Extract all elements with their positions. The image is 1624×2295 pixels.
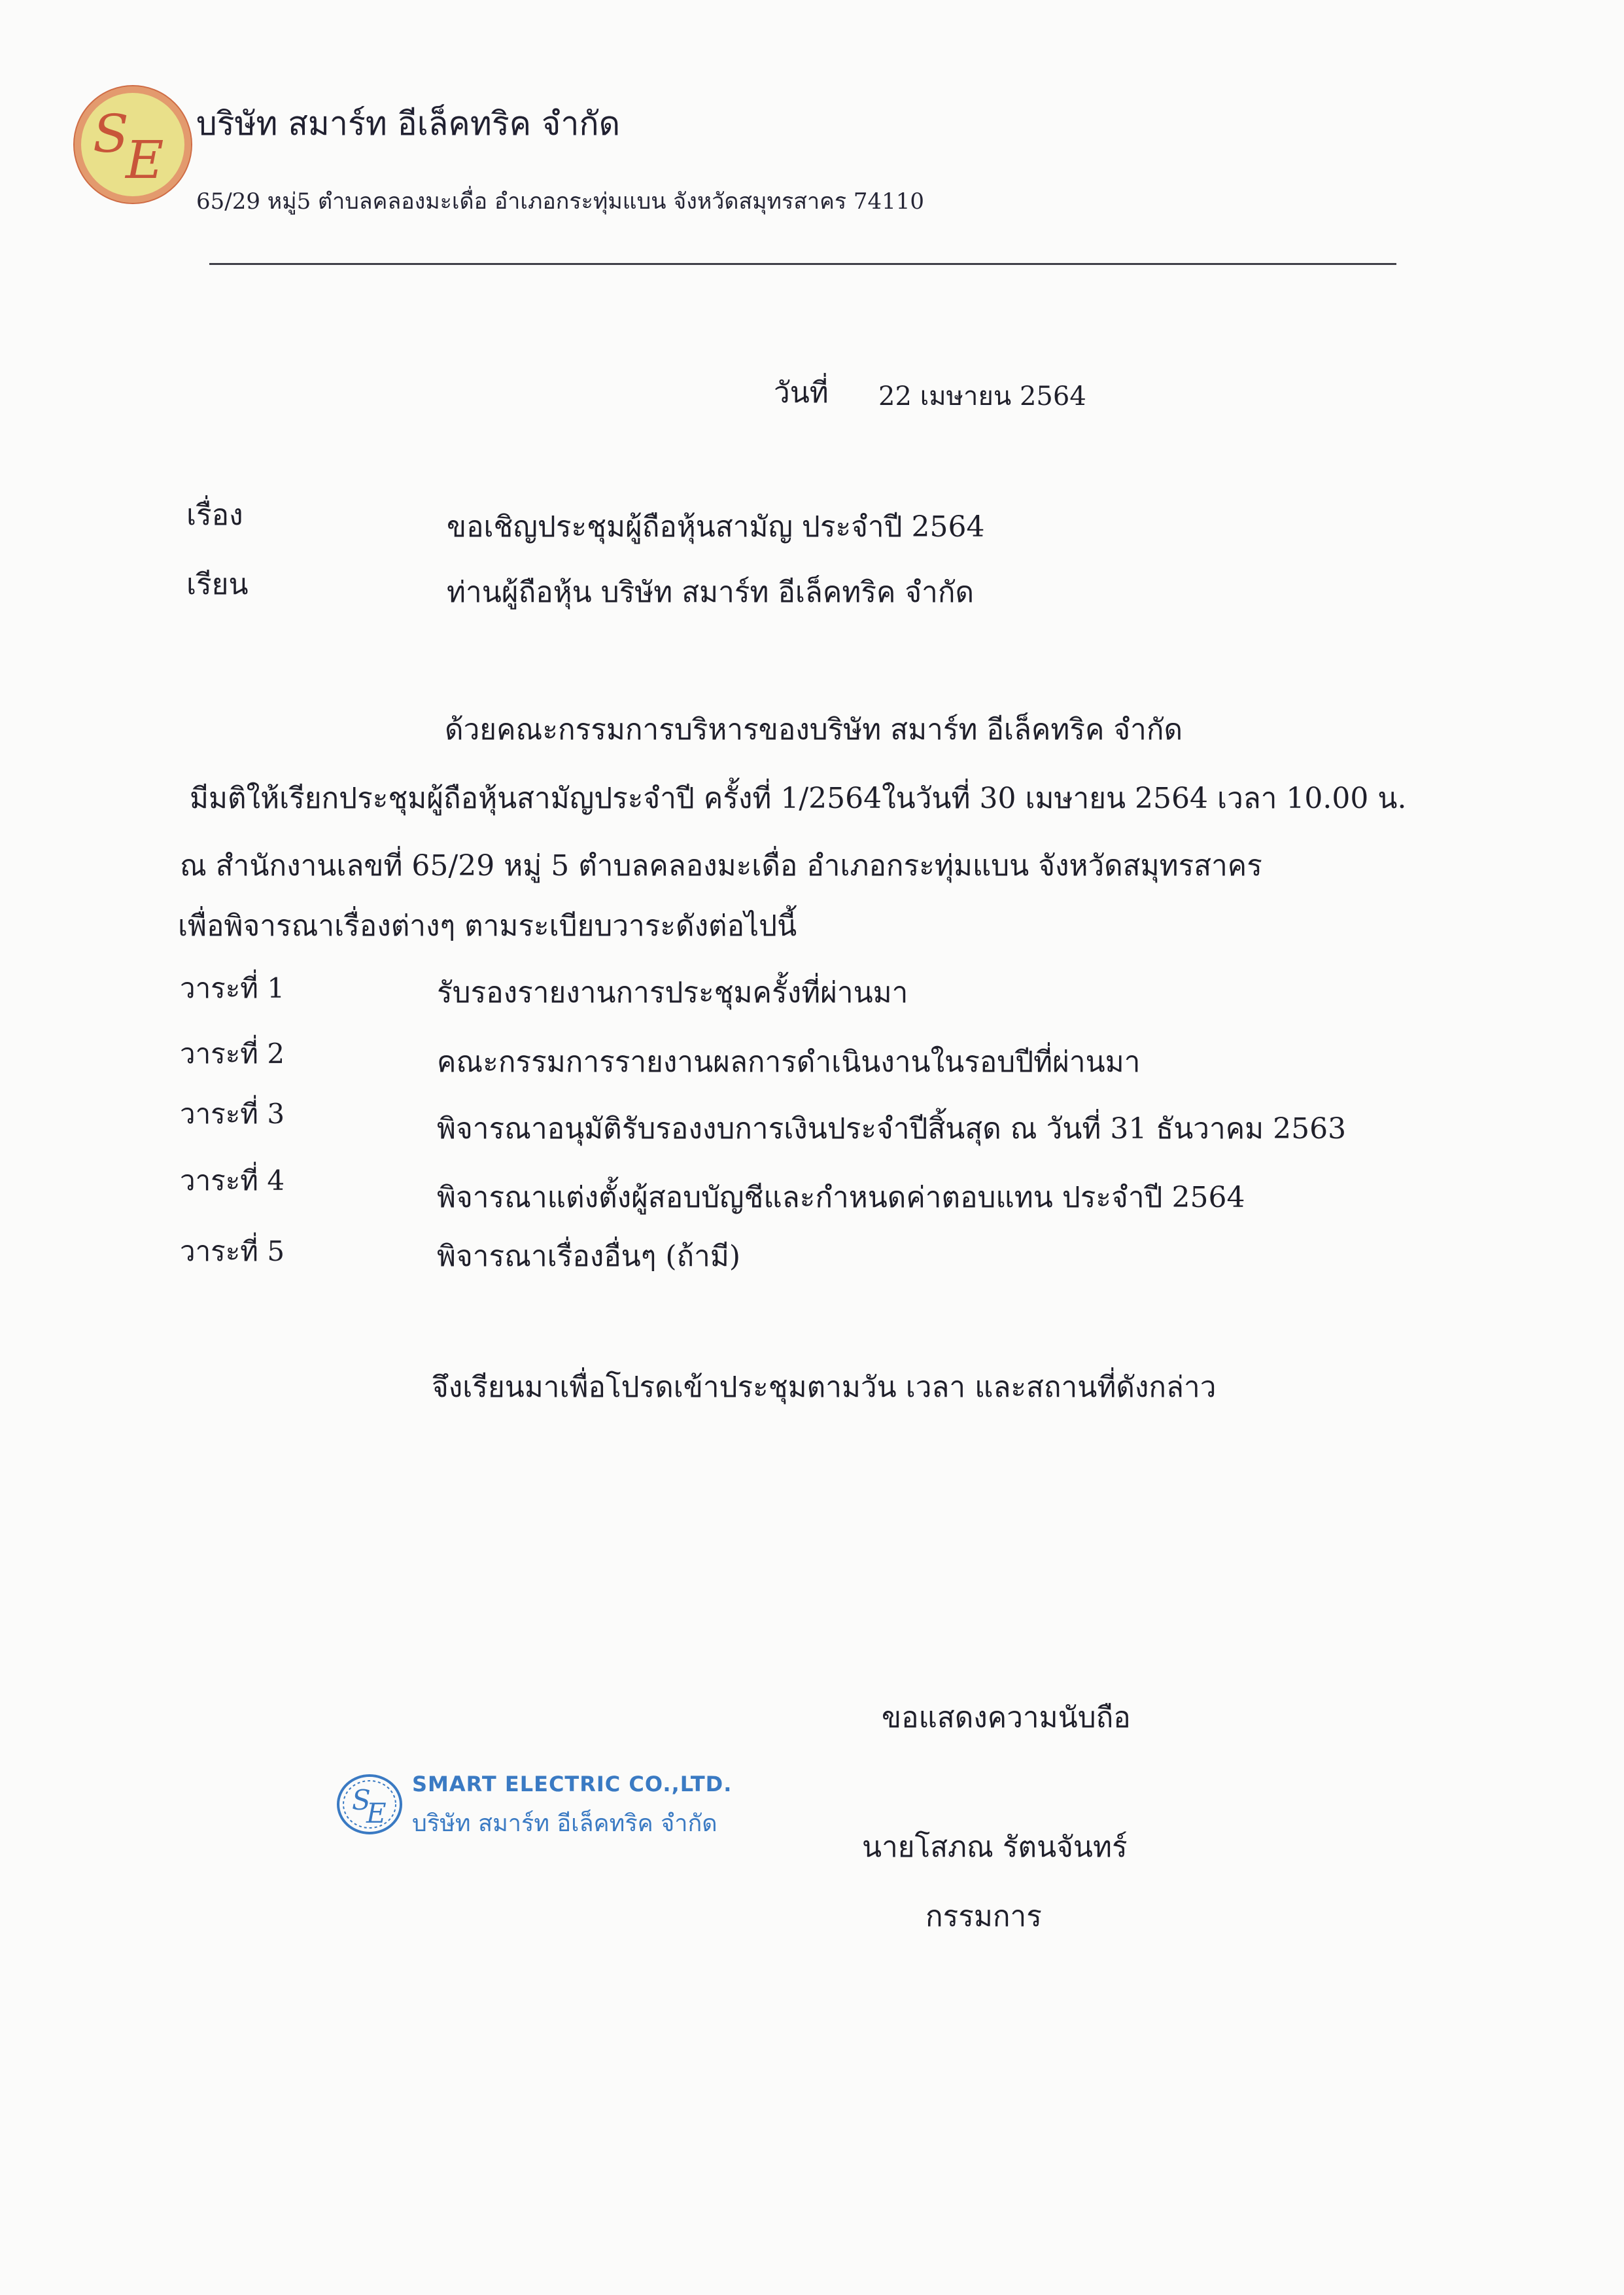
company-name: บริษัท สมาร์ท อีเล็คทริค จำกัด xyxy=(196,105,621,143)
agenda-label-2: วาระที่ 2 xyxy=(180,1038,285,1070)
date-value: 22 เมษายน 2564 xyxy=(878,381,1086,412)
svg-text:E: E xyxy=(366,1797,387,1829)
body-line-1: ด้วยคณะกรรมการบริหารของบริษัท สมาร์ท อีเล็คทริค จำกัด xyxy=(445,713,1183,746)
logo-letter-e: E xyxy=(126,130,164,190)
company-logo xyxy=(73,85,192,204)
svg-text:S: S xyxy=(352,1784,371,1816)
agenda-label-3: วาระที่ 3 xyxy=(180,1098,285,1130)
logo-letter-s: S xyxy=(93,103,129,164)
agenda-label-4: วาระที่ 4 xyxy=(180,1165,285,1197)
se-logo-icon xyxy=(75,86,191,203)
header-divider xyxy=(209,263,1396,265)
signature-name: นายโสภณ รัตนจันทร์ xyxy=(862,1831,1128,1864)
agenda-text-4: พิจารณาแต่งตั้งผู้สอบบัญชีและกำหนดค่าตอบแทน ประจำปี 2564 xyxy=(437,1181,1245,1214)
subject-label: เรื่อง xyxy=(186,499,243,532)
recipient-label: เรียน xyxy=(186,568,249,601)
agenda-text-1: รับรองรายงานการประชุมครั้งที่ผ่านมา xyxy=(437,976,908,1009)
agenda-label-5: วาระที่ 5 xyxy=(180,1235,285,1267)
subject-value: ขอเชิญประชุมผู้ถือหุ้นสามัญ ประจำปี 2564 xyxy=(447,510,985,544)
stamp-text-en: SMART ELECTRIC CO.,LTD. xyxy=(412,1772,733,1796)
agenda-text-5: พิจารณาเรื่องอื่นๆ (ถ้ามี) xyxy=(437,1240,741,1273)
signature-regards: ขอแสดงความนับถือ xyxy=(882,1701,1131,1734)
body-line-4: เพื่อพิจารณาเรื่องต่างๆ ตามระเบียบวาระดังต่อไปนี้ xyxy=(178,909,797,943)
company-stamp xyxy=(334,1766,739,1845)
signature-title: กรรมการ xyxy=(925,1900,1042,1933)
body-line-2: มีมติให้เรียกประชุมผู้ถือหุ้นสามัญประจำปี ครั้งที่ 1/2564ในวันที่ 30 เมษายน 2564 เวลา 10.00 น. xyxy=(190,782,1407,815)
stamp-text-th: บริษัท สมาร์ท อีเล็คทริค จำกัด xyxy=(412,1810,717,1837)
agenda-label-1: วาระที่ 1 xyxy=(180,972,285,1004)
date-label: วันที่ xyxy=(774,376,829,410)
stamp-se-icon xyxy=(334,1772,406,1837)
body-line-3: ณ สำนักงานเลขที่ 65/29 หมู่ 5 ตำบลคลองมะเดื่อ อำเภอกระทุ่มแบน จังหวัดสมุทรสาคร xyxy=(180,849,1262,883)
company-address: 65/29 หมู่5 ตำบลคลองมะเดื่อ อำเภอกระทุ่มแบน จังหวัดสมุทรสาคร 74110 xyxy=(196,188,925,215)
closing-text: จึงเรียนมาเพื่อโปรดเข้าประชุมตามวัน เวลา และสถานที่ดังกล่าว xyxy=(432,1371,1217,1404)
agenda-text-3: พิจารณาอนุมัติรับรองงบการเงินประจำปีสิ้นสุด ณ วันที่ 31 ธันวาคม 2563 xyxy=(437,1112,1347,1146)
recipient-value: ท่านผู้ถือหุ้น บริษัท สมาร์ท อีเล็คทริค จำกัด xyxy=(447,576,975,609)
agenda-text-2: คณะกรรมการรายงานผลการดำเนินงานในรอบปีที่ผ่านมา xyxy=(437,1045,1141,1079)
